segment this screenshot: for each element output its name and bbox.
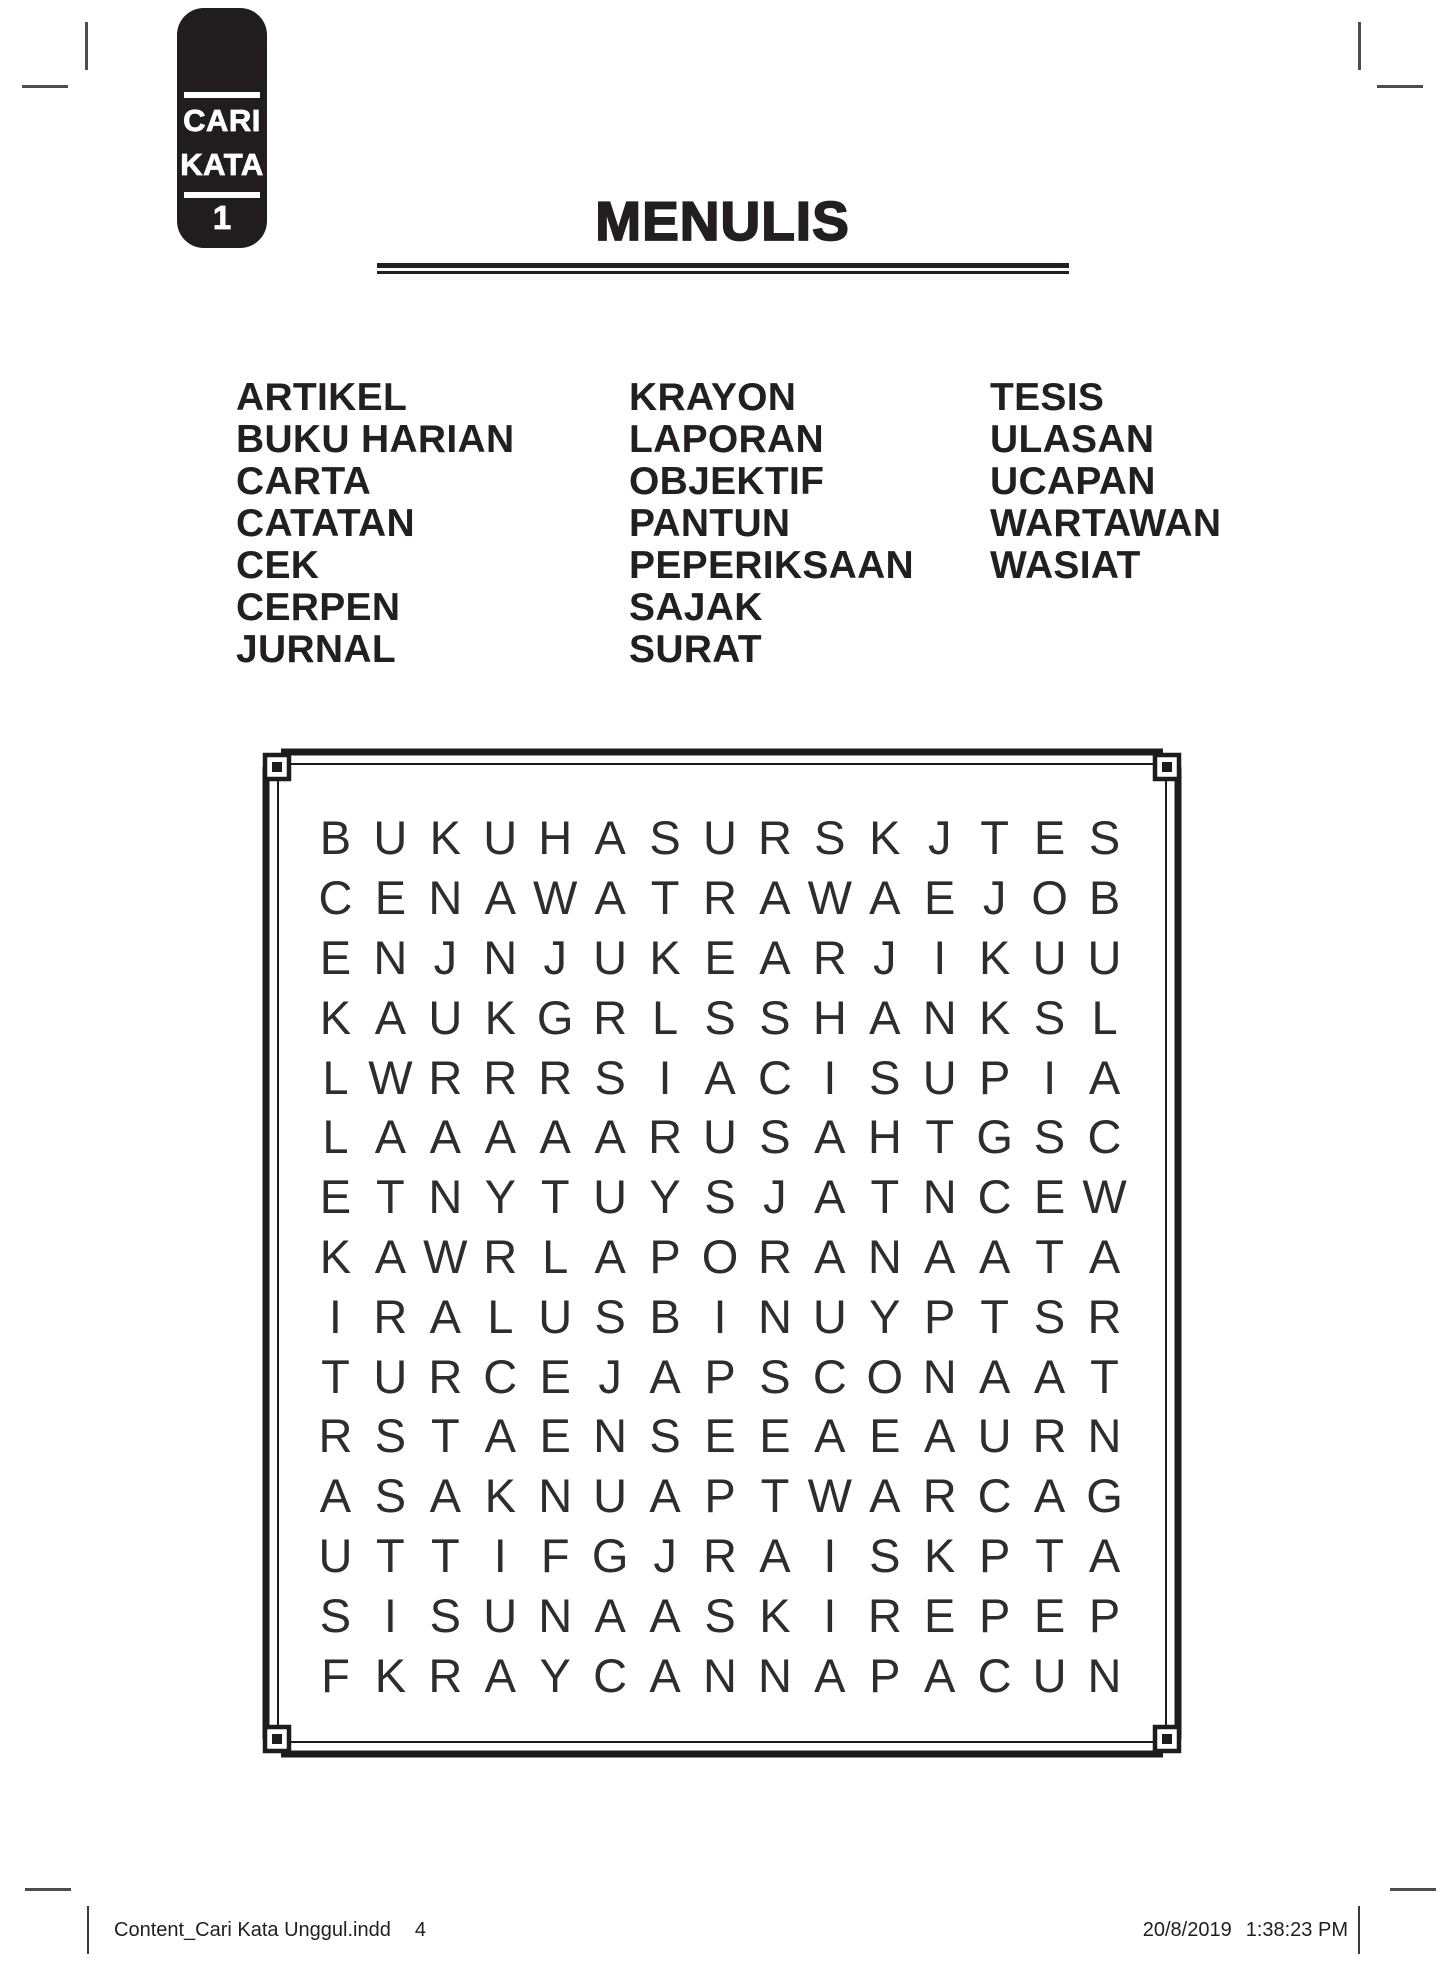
grid-letter: R bbox=[373, 1289, 408, 1343]
grid-letter: T bbox=[980, 1289, 1010, 1343]
footer-timestamp bbox=[1143, 1918, 1348, 1942]
grid-letter: P bbox=[978, 1588, 1011, 1642]
grid-letter: N bbox=[1087, 1648, 1122, 1702]
grid-letter: H bbox=[867, 1110, 902, 1164]
grid-letter: I bbox=[823, 1528, 837, 1582]
grid-letter: W bbox=[368, 1050, 413, 1104]
grid-letter: K bbox=[649, 930, 681, 984]
grid-letter: I bbox=[328, 1289, 342, 1343]
grid-letter: K bbox=[319, 990, 352, 1044]
grid-letter: T bbox=[376, 1528, 405, 1582]
grid-letter: W bbox=[423, 1229, 468, 1283]
grid-letter: A bbox=[374, 1229, 407, 1283]
grid-letter: Y bbox=[484, 1170, 516, 1224]
grid-letter: A bbox=[924, 1229, 956, 1283]
grid-letter: R bbox=[1032, 1409, 1067, 1463]
grid-letter: A bbox=[1088, 1528, 1121, 1582]
grid-letter: N bbox=[428, 871, 463, 925]
grid-letter: U bbox=[593, 1469, 628, 1523]
grid-letter: A bbox=[978, 1229, 1011, 1283]
grid-letter: W bbox=[533, 871, 578, 925]
word-list-item: KRAYON bbox=[629, 376, 797, 419]
grid-letter: E bbox=[924, 1588, 956, 1642]
grid-letter: S bbox=[594, 1050, 626, 1104]
grid-letter: J bbox=[763, 1170, 787, 1224]
grid-letter: O bbox=[866, 1349, 904, 1403]
grid-letter: K bbox=[924, 1528, 956, 1582]
grid-letter: S bbox=[429, 1588, 461, 1642]
grid-letter: S bbox=[319, 1588, 352, 1642]
grid-letter: R bbox=[812, 930, 847, 984]
grid-letter: S bbox=[374, 1409, 407, 1463]
grid-letter: A bbox=[1088, 1050, 1121, 1104]
grid-letter: E bbox=[319, 930, 352, 984]
grid-letter: A bbox=[924, 1409, 956, 1463]
grid-letter: T bbox=[870, 1170, 900, 1224]
grid-letter: R bbox=[922, 1469, 957, 1523]
grid-letter: N bbox=[922, 1170, 957, 1224]
grid-letter: C bbox=[757, 1050, 792, 1104]
footer-separator-right bbox=[1358, 1906, 1360, 1954]
grid-letter: A bbox=[1033, 1349, 1066, 1403]
word-list-item: JURNAL bbox=[236, 628, 396, 671]
grid-letter: N bbox=[538, 1588, 573, 1642]
grid-letter: E bbox=[539, 1409, 571, 1463]
grid-letter: U bbox=[977, 1409, 1012, 1463]
footer-document-info bbox=[114, 1918, 426, 1942]
grid-letter: A bbox=[374, 1110, 407, 1164]
grid-letter: A bbox=[484, 1110, 516, 1164]
grid-letter: N bbox=[703, 1648, 737, 1702]
footer-document-name: Content_Cari Kata Unggul.indd bbox=[114, 1919, 391, 1941]
grid-letter: G bbox=[536, 990, 574, 1044]
grid-letter: E bbox=[704, 1409, 736, 1463]
grid-letter: C bbox=[977, 1469, 1012, 1523]
grid-letter: R bbox=[648, 1110, 683, 1164]
grid-letter: R bbox=[1087, 1289, 1122, 1343]
grid-letter: A bbox=[429, 1469, 461, 1523]
grid-letter: C bbox=[812, 1349, 847, 1403]
grid-letter: N bbox=[538, 1469, 573, 1523]
grid-letter: E bbox=[704, 930, 736, 984]
crop-mark-bottom-left-h bbox=[25, 1888, 71, 1891]
grid-letter: Y bbox=[539, 1648, 571, 1702]
grid-letter: U bbox=[318, 1528, 353, 1582]
grid-letter: A bbox=[759, 1528, 791, 1582]
word-list-item: CARTA bbox=[236, 460, 372, 503]
grid-letter: J bbox=[543, 930, 567, 984]
crop-mark-top-right-v bbox=[1358, 22, 1361, 70]
badge-divider-top bbox=[184, 92, 260, 98]
crop-mark-top-right-h bbox=[1377, 85, 1423, 88]
grid-letter: R bbox=[428, 1648, 463, 1702]
grid-letter: S bbox=[759, 990, 791, 1044]
grid-letter: L bbox=[1091, 990, 1118, 1044]
grid-letter: A bbox=[978, 1349, 1011, 1403]
word-list-item: SURAT bbox=[629, 628, 762, 671]
word-list-item: CERPEN bbox=[236, 586, 401, 629]
badge-puzzle-number: 1 bbox=[212, 199, 232, 236]
title-underline-thin bbox=[377, 271, 1069, 274]
word-list-column-1 bbox=[236, 377, 514, 671]
grid-letter: P bbox=[1088, 1588, 1121, 1642]
grid-letter: J bbox=[598, 1349, 622, 1403]
grid-letter: A bbox=[539, 1110, 571, 1164]
grid-letter: S bbox=[704, 1588, 736, 1642]
grid-letter: I bbox=[1043, 1050, 1057, 1104]
grid-letter: A bbox=[649, 1469, 681, 1523]
grid-letter: A bbox=[759, 871, 791, 925]
grid-letter: E bbox=[319, 1170, 352, 1224]
grid-letter: R bbox=[318, 1409, 353, 1463]
title-underline-thick bbox=[377, 263, 1069, 268]
grid-letter: S bbox=[759, 1349, 791, 1403]
grid-letter: H bbox=[538, 811, 573, 865]
grid-letter: L bbox=[322, 1050, 349, 1104]
word-list-item: OBJEKTIF bbox=[629, 460, 825, 503]
grid-letter: A bbox=[594, 1229, 626, 1283]
word-list-item: ARTIKEL bbox=[236, 376, 408, 419]
grid-letter: W bbox=[807, 1469, 853, 1523]
word-list-item: UCAPAN bbox=[990, 460, 1156, 503]
grid-letter: A bbox=[1088, 1229, 1121, 1283]
grid-letter: U bbox=[538, 1289, 573, 1343]
grid-letter: A bbox=[1033, 1469, 1066, 1523]
grid-letter: J bbox=[927, 811, 952, 865]
grid-letter: E bbox=[869, 1409, 901, 1463]
grid-letter: W bbox=[1082, 1170, 1127, 1224]
grid-letter: P bbox=[704, 1469, 736, 1523]
grid-letter: S bbox=[649, 1409, 681, 1463]
grid-letter: S bbox=[759, 1110, 791, 1164]
grid-letter: N bbox=[922, 1349, 957, 1403]
grid-letter: N bbox=[593, 1409, 628, 1463]
word-list-item: CATATAN bbox=[236, 502, 415, 545]
grid-letter: U bbox=[593, 930, 628, 984]
grid-letter: L bbox=[322, 1110, 349, 1164]
grid-letter: O bbox=[701, 1229, 739, 1283]
grid-letter: P bbox=[978, 1050, 1011, 1104]
word-list-item: CEK bbox=[236, 544, 320, 587]
grid-letter: A bbox=[814, 1409, 846, 1463]
badge-series-line2: KATA bbox=[180, 147, 264, 182]
grid-letter: B bbox=[1088, 871, 1121, 925]
grid-letter: J bbox=[982, 871, 1007, 925]
crop-mark-top-left-h bbox=[22, 85, 68, 88]
grid-letter: S bbox=[814, 811, 846, 865]
grid-letter: E bbox=[374, 871, 407, 925]
grid-letter: C bbox=[318, 871, 353, 925]
grid-letter: U bbox=[373, 1349, 408, 1403]
grid-letter: K bbox=[978, 930, 1011, 984]
grid-letter: G bbox=[591, 1528, 629, 1582]
title-underline bbox=[377, 263, 1069, 274]
grid-letter: A bbox=[924, 1648, 956, 1702]
grid-letter: K bbox=[978, 990, 1011, 1044]
grid-letter: I bbox=[383, 1588, 397, 1642]
grid-letter: A bbox=[814, 1229, 846, 1283]
grid-letter: E bbox=[924, 871, 956, 925]
grid-letter: T bbox=[760, 1469, 790, 1523]
grid-letter: T bbox=[1090, 1349, 1119, 1403]
grid-letter: B bbox=[319, 811, 352, 865]
grid-letter: P bbox=[978, 1528, 1011, 1582]
grid-letter: U bbox=[1087, 930, 1122, 984]
grid-letter: A bbox=[319, 1469, 352, 1523]
grid-letter: A bbox=[649, 1349, 681, 1403]
grid-letter: E bbox=[1033, 811, 1066, 865]
grid-letter: R bbox=[703, 1528, 737, 1582]
grid-letter: F bbox=[540, 1528, 570, 1582]
grid-letter: I bbox=[658, 1050, 672, 1104]
grid-letter: S bbox=[1088, 811, 1121, 865]
grid-letter: W bbox=[807, 871, 853, 925]
word-list-item: WARTAWAN bbox=[990, 502, 1222, 545]
grid-letter: R bbox=[483, 1229, 518, 1283]
grid-letter: R bbox=[593, 990, 628, 1044]
grid-letter: U bbox=[428, 990, 463, 1044]
word-list-item: PEPERIKSAAN bbox=[629, 544, 915, 587]
grid-letter: K bbox=[759, 1588, 791, 1642]
word-list-item: TESIS bbox=[990, 376, 1105, 419]
grid-letter: L bbox=[487, 1289, 514, 1343]
grid-letter: J bbox=[873, 930, 897, 984]
grid-letter: L bbox=[651, 990, 679, 1044]
grid-letter: N bbox=[922, 990, 957, 1044]
grid-letter: A bbox=[814, 1110, 846, 1164]
grid-letter: A bbox=[484, 871, 516, 925]
grid-letter: N bbox=[483, 930, 518, 984]
grid-letter: N bbox=[373, 930, 408, 984]
grid-letter: C bbox=[977, 1648, 1012, 1702]
grid-letter: S bbox=[649, 811, 681, 865]
grid-letter: A bbox=[814, 1648, 846, 1702]
grid-letter: F bbox=[321, 1648, 350, 1702]
grid-letter: R bbox=[428, 1349, 463, 1403]
grid-letter: E bbox=[1033, 1588, 1066, 1642]
grid-letter: A bbox=[484, 1648, 516, 1702]
grid-letter: Y bbox=[649, 1170, 681, 1224]
grid-letter: A bbox=[484, 1409, 516, 1463]
grid-letter: A bbox=[869, 1469, 901, 1523]
grid-letter: A bbox=[594, 871, 626, 925]
grid-letter: A bbox=[429, 1289, 461, 1343]
grid-letter: A bbox=[704, 1050, 736, 1104]
grid-letter: S bbox=[869, 1050, 901, 1104]
grid-letter: T bbox=[376, 1170, 405, 1224]
grid-letter: T bbox=[430, 1528, 460, 1582]
grid-letter: Y bbox=[869, 1289, 901, 1343]
grid-letter: I bbox=[823, 1050, 837, 1104]
grid-letter: E bbox=[539, 1349, 571, 1403]
word-list-item: ULASAN bbox=[990, 418, 1155, 461]
grid-letter: P bbox=[924, 1289, 956, 1343]
grid-letter: U bbox=[703, 811, 737, 865]
grid-letter: G bbox=[1086, 1469, 1123, 1523]
grid-letter: T bbox=[430, 1409, 460, 1463]
badge-series-line1: CARI bbox=[183, 103, 261, 138]
grid-letter: T bbox=[540, 1170, 570, 1224]
word-list-column-2 bbox=[629, 377, 914, 671]
grid-letter: U bbox=[703, 1110, 737, 1164]
grid-letter: T bbox=[1035, 1528, 1064, 1582]
grid-letter: O bbox=[1031, 871, 1068, 925]
grid-letter: A bbox=[594, 1110, 626, 1164]
grid-letter: T bbox=[321, 1349, 350, 1403]
grid-letter: U bbox=[812, 1289, 847, 1343]
word-list-item: LAPORAN bbox=[629, 418, 824, 461]
grid-letter: S bbox=[1033, 990, 1066, 1044]
grid-letter: R bbox=[428, 1050, 463, 1104]
grid-letter: I bbox=[823, 1588, 837, 1642]
grid-letter: N bbox=[757, 1289, 792, 1343]
page-title: MENULIS bbox=[595, 190, 850, 252]
grid-letter: A bbox=[594, 811, 626, 865]
grid-letter: A bbox=[429, 1110, 461, 1164]
grid-letter: R bbox=[538, 1050, 573, 1104]
word-list-item: WASIAT bbox=[990, 544, 1141, 587]
word-list-column-3 bbox=[990, 377, 1221, 587]
grid-letter: S bbox=[374, 1469, 407, 1523]
grid-letter: U bbox=[922, 1050, 957, 1104]
grid-letter: N bbox=[1087, 1409, 1122, 1463]
grid-letter: R bbox=[757, 811, 792, 865]
grid-letter: A bbox=[594, 1588, 626, 1642]
word-list-item: BUKU HARIAN bbox=[236, 418, 515, 461]
grid-letter: P bbox=[649, 1229, 681, 1283]
grid-letter: S bbox=[869, 1528, 901, 1582]
grid-letter: E bbox=[759, 1409, 791, 1463]
grid-letter: A bbox=[374, 990, 407, 1044]
grid-letter: U bbox=[483, 1588, 518, 1642]
grid-letter: I bbox=[493, 1528, 507, 1582]
word-search-grid bbox=[308, 808, 1132, 1705]
grid-letter: U bbox=[1032, 930, 1067, 984]
grid-letter: C bbox=[1087, 1110, 1122, 1164]
grid-letter: K bbox=[429, 811, 461, 865]
grid-letter: R bbox=[867, 1588, 902, 1642]
grid-letter: P bbox=[704, 1349, 736, 1403]
grid-letter: E bbox=[1033, 1170, 1066, 1224]
crop-mark-bottom-right-h bbox=[1390, 1888, 1436, 1891]
grid-letter: J bbox=[653, 1528, 677, 1582]
grid-letter: U bbox=[593, 1170, 628, 1224]
grid-letter: K bbox=[484, 990, 516, 1044]
footer-time: 1:38:23 PM bbox=[1245, 1919, 1348, 1941]
grid-letter: R bbox=[757, 1229, 792, 1283]
grid-letter: A bbox=[649, 1648, 681, 1702]
grid-letter: T bbox=[650, 871, 680, 925]
grid-letter: B bbox=[649, 1289, 681, 1343]
grid-letter: H bbox=[812, 990, 847, 1044]
grid-letter: G bbox=[976, 1110, 1013, 1164]
word-list-item: SAJAK bbox=[629, 586, 763, 629]
grid-letter: T bbox=[980, 811, 1010, 865]
grid-letter: I bbox=[713, 1289, 727, 1343]
grid-letter: C bbox=[977, 1170, 1012, 1224]
grid-letter: R bbox=[483, 1050, 518, 1104]
grid-letter: K bbox=[319, 1229, 352, 1283]
grid-letter: L bbox=[542, 1229, 569, 1283]
grid-letter: I bbox=[933, 930, 947, 984]
footer-page-number: 4 bbox=[414, 1919, 426, 1941]
footer-date: 20/8/2019 bbox=[1142, 1919, 1232, 1941]
grid-letter: N bbox=[428, 1170, 463, 1224]
grid-letter: C bbox=[483, 1349, 518, 1403]
grid-letter: A bbox=[814, 1170, 846, 1224]
grid-letter: A bbox=[759, 930, 791, 984]
grid-letter: A bbox=[649, 1588, 681, 1642]
grid-letter: T bbox=[925, 1110, 955, 1164]
grid-letter: U bbox=[483, 811, 518, 865]
grid-letter: U bbox=[373, 811, 408, 865]
grid-letter: K bbox=[484, 1469, 516, 1523]
grid-letter: R bbox=[703, 871, 737, 925]
grid-letter: C bbox=[593, 1648, 628, 1702]
grid-letter: S bbox=[704, 1170, 736, 1224]
grid-letter: U bbox=[1032, 1648, 1067, 1702]
grid-letter: T bbox=[1035, 1229, 1064, 1283]
grid-letter: K bbox=[374, 1648, 407, 1702]
grid-letter: A bbox=[869, 990, 901, 1044]
grid-letter: A bbox=[869, 871, 901, 925]
grid-letter: S bbox=[704, 990, 736, 1044]
grid-letter: J bbox=[433, 930, 458, 984]
crop-mark-top-left-v bbox=[85, 22, 88, 70]
grid-letter: N bbox=[867, 1229, 902, 1283]
footer-separator-left bbox=[87, 1906, 89, 1954]
grid-letter: P bbox=[869, 1648, 901, 1702]
word-list-item: PANTUN bbox=[629, 502, 791, 545]
grid-letter: N bbox=[757, 1648, 792, 1702]
grid-letter: S bbox=[1033, 1289, 1066, 1343]
grid-letter: S bbox=[594, 1289, 626, 1343]
grid-letter: K bbox=[869, 811, 901, 865]
grid-letter: S bbox=[1033, 1110, 1066, 1164]
